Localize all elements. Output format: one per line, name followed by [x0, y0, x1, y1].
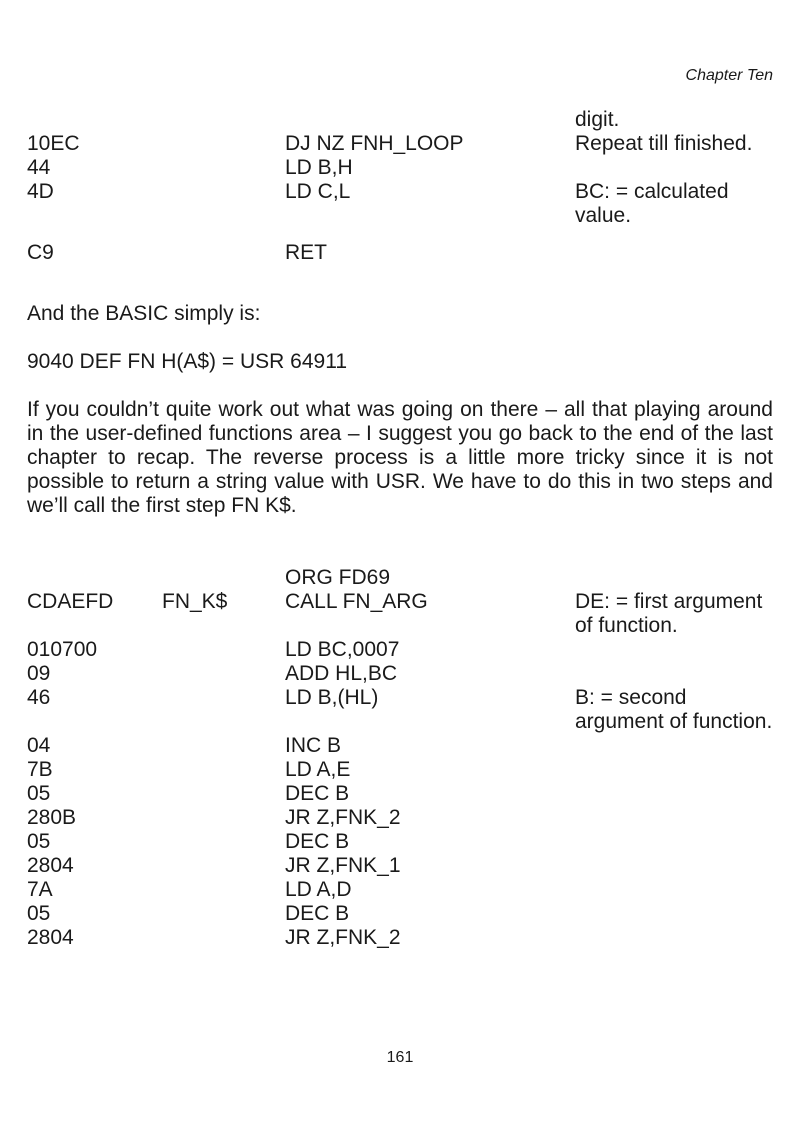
code-listing-1	[27, 108, 773, 265]
instruction-cell: LD BC,0007	[285, 638, 400, 661]
listing-row	[27, 734, 773, 758]
instruction-cell: JR Z,FNK_2	[285, 806, 401, 829]
comment-cell: DE: = first argument of function.	[575, 590, 763, 637]
code-listing-2	[27, 566, 773, 950]
listing-row	[27, 926, 773, 950]
body-paragraph: If you couldn’t quite work out what was going on there – all that playing around in the user-defined functions area – I suggest you go back to the end of the last chapter to recap. The reverse process is a little more tricky since it is not possible to return a string value with USR. We have to do this in two steps and we’ll call the first step FN K$.	[27, 398, 773, 517]
running-header: Chapter Ten	[685, 67, 773, 84]
address-cell: 44	[27, 156, 51, 179]
listing-row	[27, 830, 773, 854]
instruction-cell: LD A,D	[285, 878, 352, 901]
listing-row	[27, 806, 773, 830]
instruction-cell: DEC B	[285, 830, 350, 853]
address-cell: 10EC	[27, 132, 80, 155]
page-number: 161	[386, 1049, 414, 1066]
address-cell: 09	[27, 662, 51, 685]
listing-row	[27, 758, 773, 782]
listing-row	[27, 566, 773, 590]
address-cell: 7B	[27, 758, 53, 781]
address-cell: 46	[27, 686, 51, 709]
instruction-cell: ORG FD69	[285, 566, 391, 589]
instruction-cell: ADD HL,BC	[285, 662, 398, 685]
instruction-cell: LD A,E	[285, 758, 351, 781]
address-cell: 05	[27, 830, 51, 853]
label-cell: FN_K$	[162, 590, 228, 613]
comment-cell: B: = second argument of function.	[575, 686, 773, 733]
comment-cell: Repeat till finished.	[575, 132, 753, 155]
address-cell: 04	[27, 734, 51, 757]
listing-row	[27, 902, 773, 926]
basic-code-line: 9040 DEF FN H(A$) = USR 64911	[27, 350, 347, 373]
comment-cell: digit.	[575, 108, 620, 131]
listing-row	[27, 108, 773, 132]
address-cell: C9	[27, 241, 54, 264]
address-cell: 05	[27, 782, 51, 805]
instruction-cell: JR Z,FNK_2	[285, 926, 401, 949]
listing-row	[27, 854, 773, 878]
address-cell: 010700	[27, 638, 98, 661]
listing-row	[27, 878, 773, 902]
listing-row	[27, 241, 773, 265]
address-cell: 280B	[27, 806, 77, 829]
address-cell: 2804	[27, 854, 74, 877]
listing-row	[27, 590, 773, 638]
instruction-cell: RET	[285, 241, 327, 264]
listing-row	[27, 132, 773, 156]
instruction-cell: JR Z,FNK_1	[285, 854, 401, 877]
listing-row	[27, 686, 773, 734]
instruction-cell: CALL FN_ARG	[285, 590, 428, 613]
listing-row	[27, 638, 773, 662]
listing-row	[27, 662, 773, 686]
listing-row	[27, 180, 773, 228]
instruction-cell: DJ NZ FNH_LOOP	[285, 132, 464, 155]
instruction-cell: LD B,(HL)	[285, 686, 379, 709]
address-cell: 05	[27, 902, 51, 925]
basic-intro-text: And the BASIC simply is:	[27, 302, 261, 325]
listing-row	[27, 156, 773, 180]
address-cell: 4D	[27, 180, 54, 203]
instruction-cell: DEC B	[285, 782, 350, 805]
instruction-cell: INC B	[285, 734, 342, 757]
address-cell: 2804	[27, 926, 74, 949]
instruction-cell: LD B,H	[285, 156, 353, 179]
address-cell: CDAEFD	[27, 590, 114, 613]
address-cell: 7A	[27, 878, 53, 901]
comment-cell: BC: = calculated value.	[575, 180, 729, 227]
instruction-cell: LD C,L	[285, 180, 351, 203]
instruction-cell: DEC B	[285, 902, 350, 925]
listing-row	[27, 782, 773, 806]
